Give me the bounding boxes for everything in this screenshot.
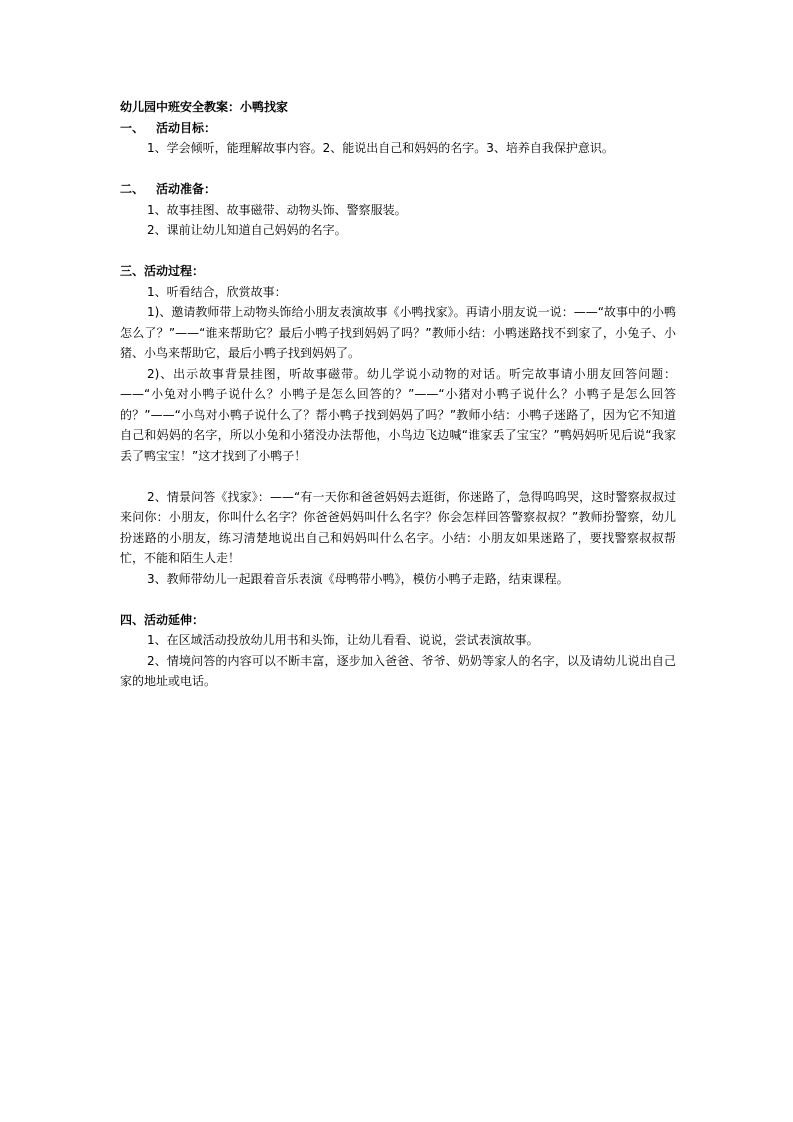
paragraph: 3、教师带幼儿一起跟着音乐表演《母鸭带小鸭》，模仿小鸭子走路，结束课程。	[147, 571, 569, 586]
section-number: 二、	[120, 182, 145, 196]
section-title: 活动延伸：	[144, 612, 205, 627]
section-number: 三、	[120, 264, 145, 278]
section-title: 活动过程：	[144, 264, 205, 278]
paragraph: 1、在区域活动投放幼儿用书和头饰，让幼儿看看、说说，尝试表演故事。	[147, 633, 539, 647]
section-heading-extension	[120, 610, 676, 631]
section-heading-preparation	[120, 179, 676, 200]
paragraph: 2)、出示故事背景挂图，听故事磁带。幼儿学说小动物的对话。听完故事请小朋友回答问题：——“小兔对小鸭子说什么？小鸭子是怎么回答的？”——“小猪对小鸭子说什么？小鸭子是怎么回答的？”——“小鸟对小鸭子说什么了？帮小鸭子找到妈妈了吗？”教师小结：小鸭子迷路了，因为它不知道自己和妈妈的名字，所以小兔和小猪没办法帮他，小鸟边飞边喊“谁家丢了宝宝？”鸭妈妈听见后说“我家丢了鸭宝宝！”这才找到了小鸭子！	[120, 366, 676, 463]
document-title: 幼儿园中班安全教案：小鸭找家	[120, 100, 289, 114]
section-number: 一、	[120, 120, 145, 135]
section-title: 活动目标：	[156, 120, 217, 135]
document-page	[120, 97, 676, 692]
paragraph: 2、情境问答的内容可以不断丰富，逐步加入爸爸、爷爷、奶奶等家人的名字，以及请幼儿说出自己家的地址或电话。	[120, 653, 676, 688]
paragraph: 1、学会倾听，能理解故事内容。2、能说出自己和妈妈的名字。3、培养自我保护意识。	[147, 141, 614, 155]
section-title: 活动准备：	[156, 182, 217, 196]
paragraph: 2、课前让幼儿知道自己妈妈的名字。	[147, 223, 347, 237]
section-heading-process	[120, 261, 676, 282]
paragraph: 1、故事挂图、故事磁带、动物头饰、警察服装。	[147, 202, 407, 217]
section-number: 四、	[120, 612, 145, 627]
section-heading-goals	[120, 118, 676, 139]
paragraph: 2、情景问答《找家》：——“有一天你和爸爸妈妈去逛街，你迷路了，急得呜呜哭，这时警察叔叔过来问你：小朋友，你叫什么名字？你爸爸妈妈叫什么名字？你会怎样回答警察叔叔？”教师扮警察，幼儿扮迷路的小朋友，练习清楚地说出自己和妈妈叫什么名字。小结：小朋友如果迷路了，要找警察叔叔帮忙，不能和陌生人走！	[120, 489, 676, 565]
paragraph: 1、听看结合，欣赏故事：	[147, 284, 287, 299]
paragraph: 1)、邀请教师带上动物头饰给小朋友表演故事《小鸭找家》。再请小朋友说一说：——“故事中的小鸭怎么了？”——“谁来帮助它？最后小鸭子找到妈妈了吗？”教师小结：小鸭迷路找不到家了，小兔子、小猪、小鸟来帮助它，最后小鸭子找到妈妈了。	[120, 305, 676, 360]
